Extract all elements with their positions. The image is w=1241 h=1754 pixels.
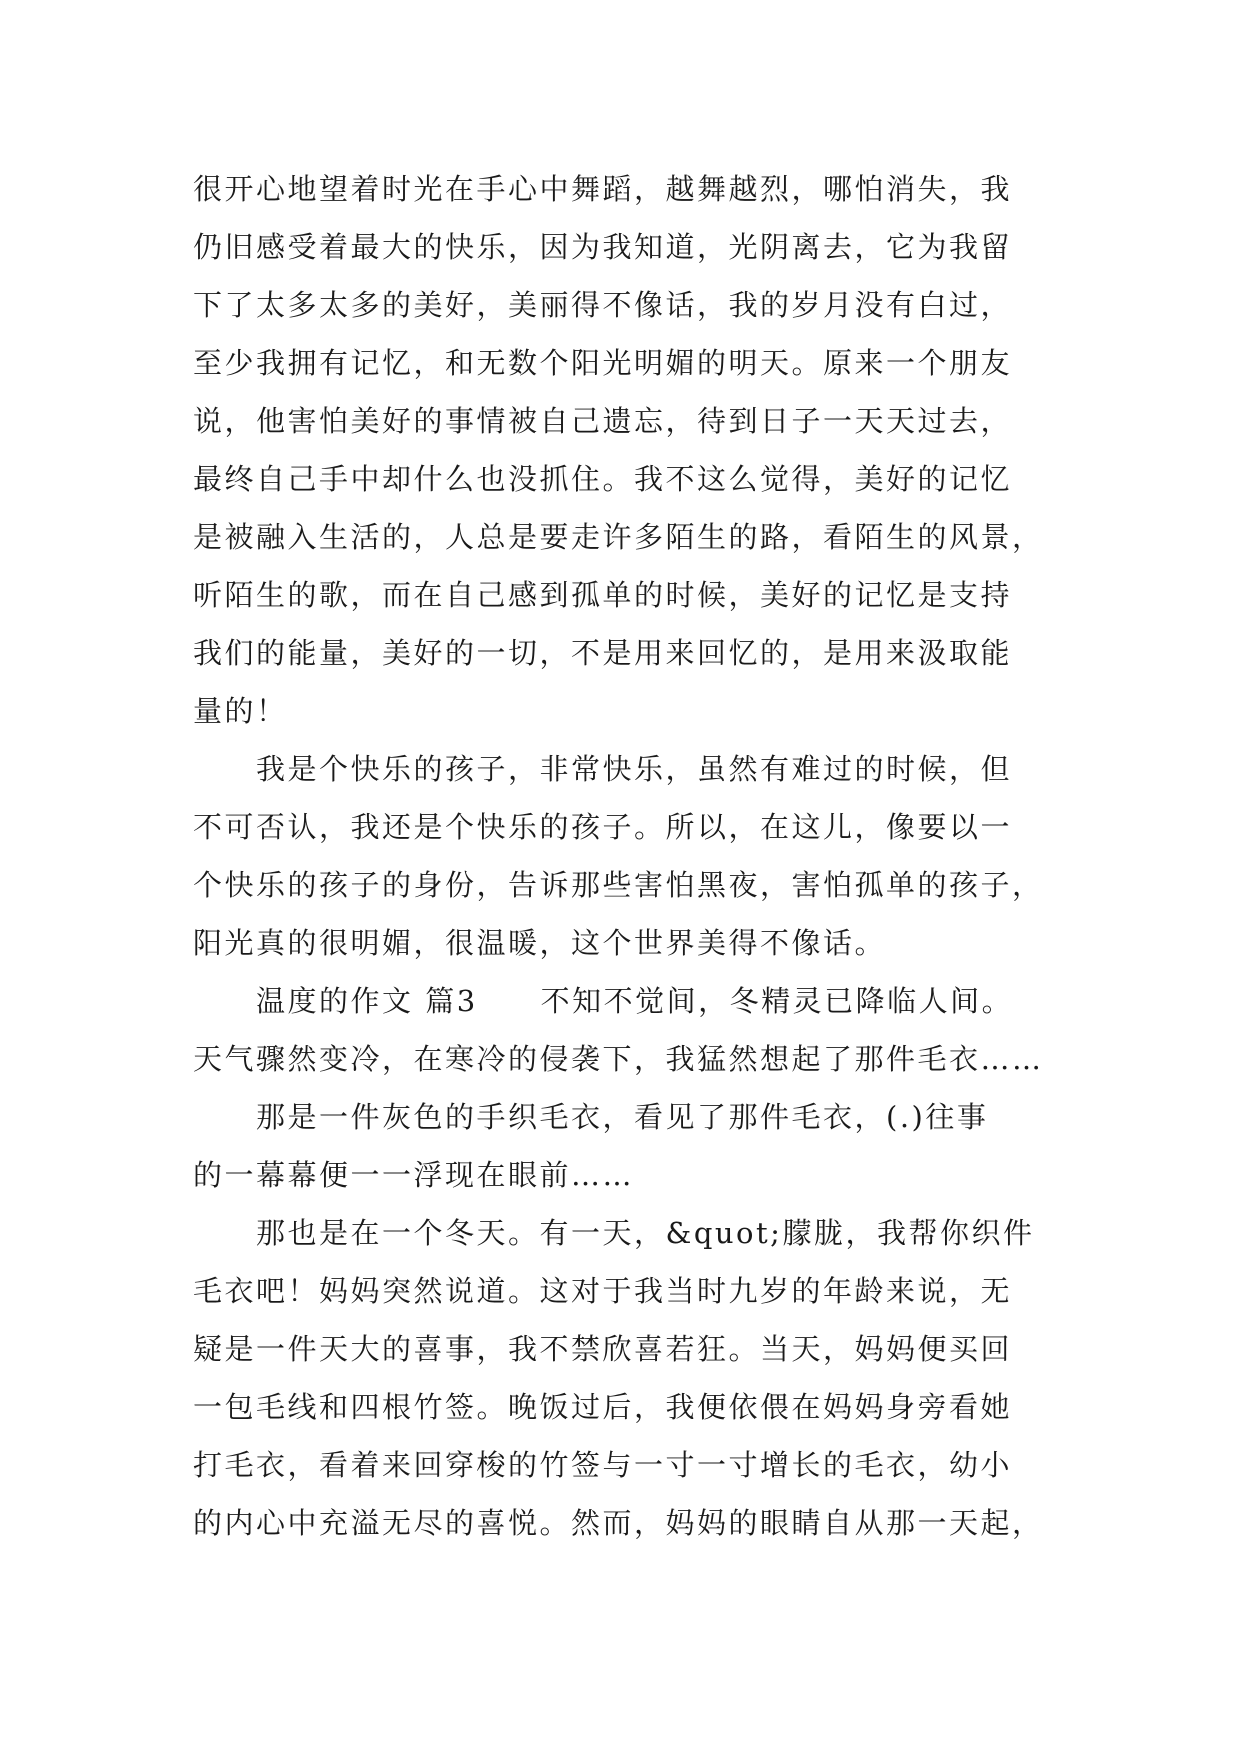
text-line: 说，他害怕美好的事情被自己遗忘，待到日子一天天过去， xyxy=(193,404,1013,438)
text-line: 阳光真的很明媚，很温暖，这个世界美得不像话。 xyxy=(193,926,887,960)
text-line: 我是个快乐的孩子，非常快乐，虽然有难过的时候，但 xyxy=(193,752,1013,786)
text-line: 仍旧感受着最大的快乐，因为我知道，光阴离去，它为我留 xyxy=(193,230,1013,264)
text-line: 很开心地望着时光在手心中舞蹈，越舞越烈，哪怕消失，我 xyxy=(193,172,1013,206)
section-heading-line: 温度的作文 篇3 不知不觉间，冬精灵已降临人间。 xyxy=(193,984,1014,1018)
text-line: 不可否认，我还是个快乐的孩子。所以，在这儿，像要以一 xyxy=(193,810,1013,844)
text-line: 下了太多太多的美好，美丽得不像话，我的岁月没有白过， xyxy=(193,288,1013,322)
text-line: 至少我拥有记忆，和无数个阳光明媚的明天。原来一个朋友 xyxy=(193,346,1013,380)
text-line: 一包毛线和四根竹签。晚饭过后，我便依偎在妈妈身旁看她 xyxy=(193,1390,1013,1424)
text-line: 毛衣吧！妈妈突然说道。这对于我当时九岁的年龄来说，无 xyxy=(193,1274,1013,1308)
text-line: 听陌生的歌，而在自己感到孤单的时候，美好的记忆是支持 xyxy=(193,578,1013,612)
text-line: 我们的能量，美好的一切，不是用来回忆的，是用来汲取能 xyxy=(193,636,1013,670)
text-line: 最终自己手中却什么也没抓住。我不这么觉得，美好的记忆 xyxy=(193,462,1013,496)
text-line: 的一幕幕便一一浮现在眼前…… xyxy=(193,1158,635,1192)
text-line: 是被融入生活的，人总是要走许多陌生的路，看陌生的风景， xyxy=(193,520,1044,554)
text-line: 打毛衣，看着来回穿梭的竹签与一寸一寸增长的毛衣，幼小 xyxy=(193,1448,1013,1482)
text-line: 的内心中充溢无尽的喜悦。然而，妈妈的眼睛自从那一天起， xyxy=(193,1506,1044,1540)
text-line: 那是一件灰色的手织毛衣，看见了那件毛衣，(.)往事 xyxy=(193,1100,989,1134)
text-line: 那也是在一个冬天。有一天，&quot;朦胧，我帮你织件 xyxy=(193,1216,1035,1250)
text-line: 个快乐的孩子的身份，告诉那些害怕黑夜，害怕孤单的孩子， xyxy=(193,868,1044,902)
text-line: 量的！ xyxy=(193,694,288,728)
text-line: 疑是一件天大的喜事，我不禁欣喜若狂。当天，妈妈便买回 xyxy=(193,1332,1013,1366)
text-line: 天气骤然变冷，在寒冷的侵袭下，我猛然想起了那件毛衣…… xyxy=(193,1042,1044,1076)
